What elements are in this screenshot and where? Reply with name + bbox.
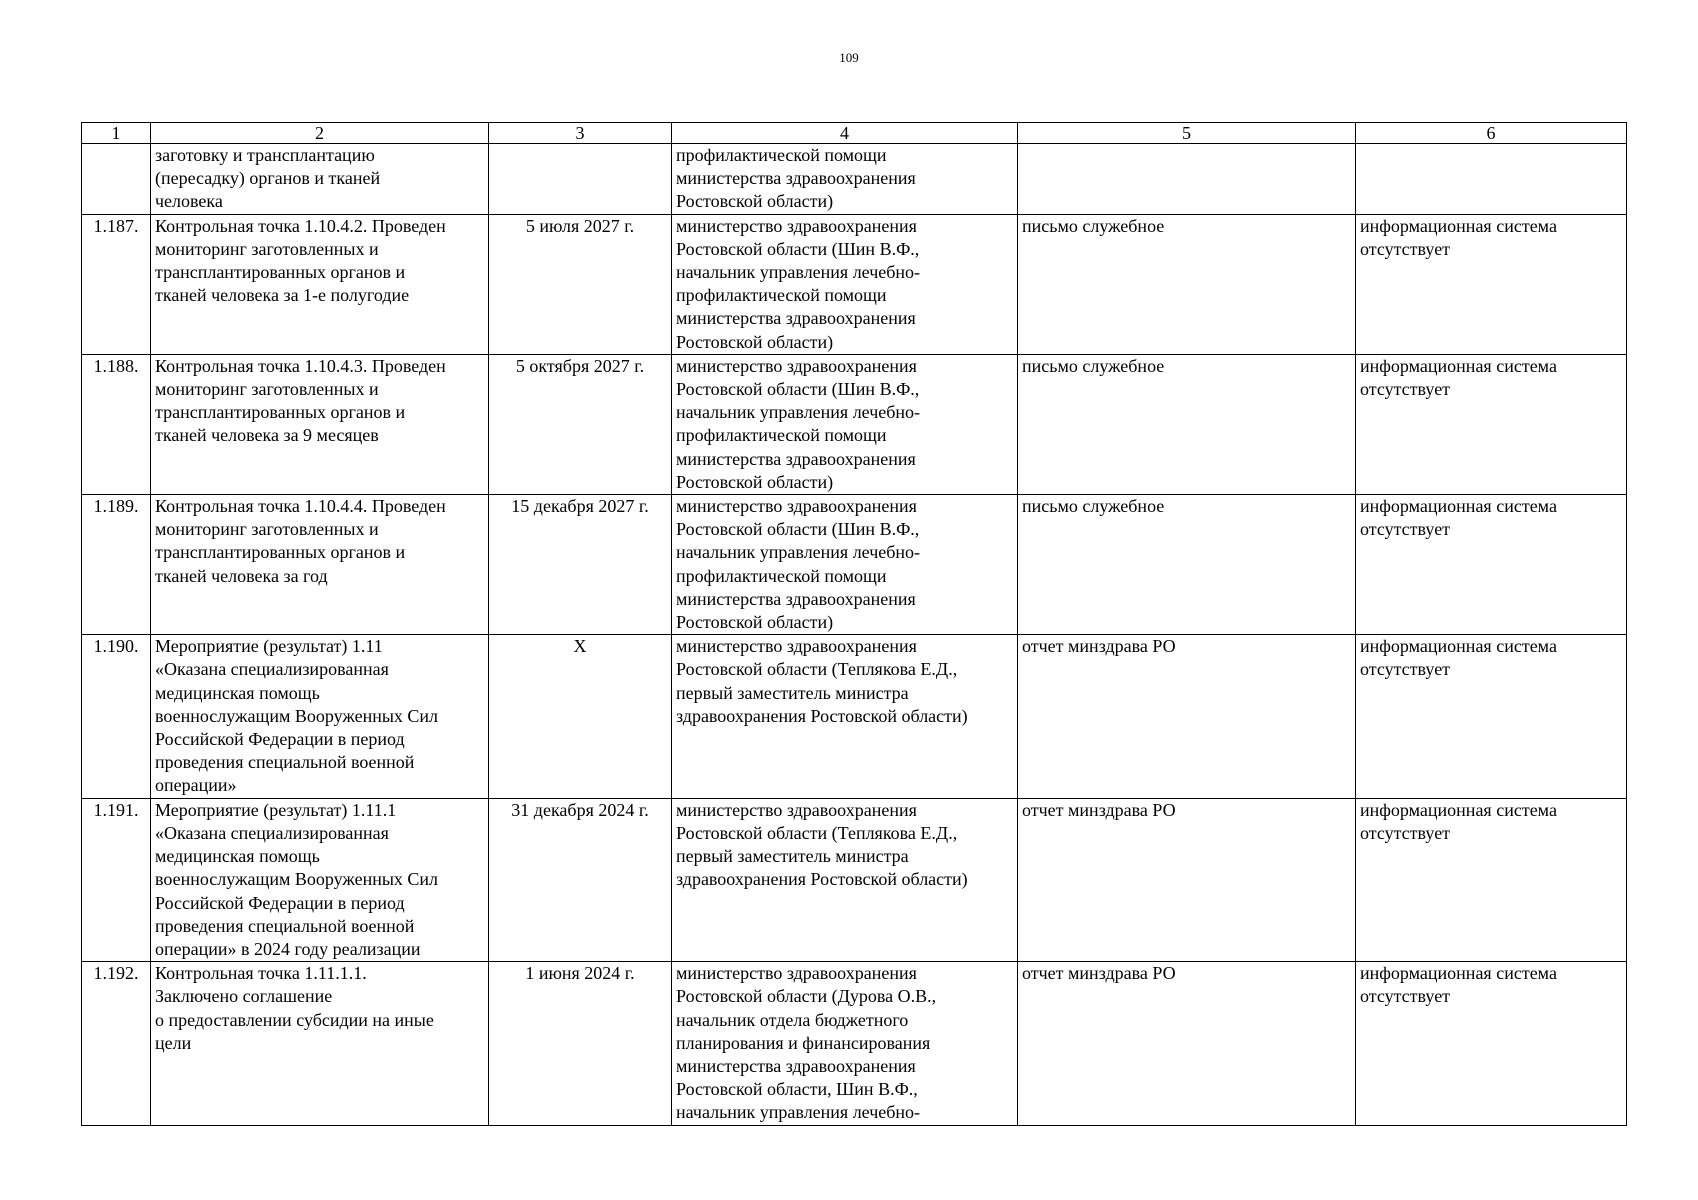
responsible-executor-line: министерства здравоохранения <box>676 448 916 469</box>
responsible-executor-line: начальник отдела бюджетного <box>676 1009 909 1030</box>
responsible-executor-line: министерство здравоохранения <box>676 496 917 517</box>
information-system <box>1356 635 1627 798</box>
information-system-line: информационная система <box>1360 636 1557 657</box>
event-name-line: Мероприятие (результат) 1.11 <box>155 636 383 657</box>
information-system <box>1356 214 1627 354</box>
information-system <box>1356 798 1627 961</box>
event-name-line: трансплантированных органов и <box>155 542 406 563</box>
information-system-line: отсутствует <box>1360 986 1451 1007</box>
information-system-line: отсутствует <box>1360 519 1451 540</box>
responsible-executor-line: профилактической помощи <box>676 145 887 165</box>
responsible-executor <box>672 214 1018 354</box>
event-name-line: мониторинг заготовленных и <box>155 238 379 259</box>
information-system <box>1356 495 1627 635</box>
responsible-executor-line: министерство здравоохранения <box>676 963 917 984</box>
responsible-executor <box>672 962 1018 1125</box>
responsible-executor-line: министерство здравоохранения <box>676 636 917 657</box>
document-type: отчет минздрава РО <box>1018 798 1356 961</box>
event-name-line: (пересадку) органов и тканей <box>155 168 381 189</box>
responsible-executor-line: здравоохранения Ростовской области) <box>676 705 968 726</box>
event-name <box>151 635 489 798</box>
document-type: письмо служебное <box>1018 214 1356 354</box>
responsible-executor <box>672 354 1018 494</box>
due-date: 31 декабря 2024 г. <box>489 798 672 961</box>
due-date: 5 июля 2027 г. <box>489 214 672 354</box>
event-name-line: тканей человека за 1-е полугодие <box>155 285 410 306</box>
information-system <box>1356 962 1627 1125</box>
responsible-executor-line: министерство здравоохранения <box>676 799 917 820</box>
event-name-line: трансплантированных органов и <box>155 262 406 283</box>
information-system-line: отсутствует <box>1360 238 1451 259</box>
event-name-line: Заключено соглашение <box>155 986 333 1007</box>
event-name-line: военнослужащим Вооруженных Сил <box>155 869 439 890</box>
document-type: отчет минздрава РО <box>1018 962 1356 1125</box>
event-name <box>151 495 489 635</box>
responsible-executor-line: начальник управления лечебно- <box>676 262 921 283</box>
responsible-executor-line: Ростовской области) <box>676 191 834 212</box>
information-system-line: информационная система <box>1360 963 1557 984</box>
due-date: Х <box>489 635 672 798</box>
responsible-executor-line: Ростовской области (Шин В.Ф., <box>676 519 920 540</box>
event-name <box>151 962 489 1125</box>
table-row <box>82 495 1627 635</box>
event-name-line: военнослужащим Вооруженных Сил <box>155 705 439 726</box>
event-name-line: Контрольная точка 1.10.4.3. Проведен <box>155 355 446 376</box>
responsible-executor <box>672 798 1018 961</box>
responsible-executor-line: планирования и финансирования <box>676 1032 931 1053</box>
document-type: письмо служебное <box>1018 495 1356 635</box>
event-name-line: мониторинг заготовленных и <box>155 519 379 540</box>
information-system-line: отсутствует <box>1360 822 1451 843</box>
event-name-line: человека <box>155 191 223 212</box>
due-date: 5 октября 2027 г. <box>489 354 672 494</box>
responsible-executor-line: начальник управления лечебно- <box>676 542 921 563</box>
table-row <box>82 962 1627 1125</box>
event-name-line: операции» в 2024 году реализации <box>155 938 421 959</box>
responsible-executor-line: профилактической помощи <box>676 425 887 446</box>
responsible-executor <box>672 635 1018 798</box>
responsible-executor-line: Ростовской области, Шин В.Ф., <box>676 1079 918 1100</box>
event-name-line: Российской Федерации в период <box>155 892 405 913</box>
event-name-line: трансплантированных органов и <box>155 402 406 423</box>
information-system-line: отсутствует <box>1360 659 1451 680</box>
responsible-executor-line: профилактической помощи <box>676 565 887 586</box>
responsible-executor-line: начальник управления лечебно- <box>676 1102 921 1123</box>
event-name-line: тканей человека за 9 месяцев <box>155 425 379 446</box>
event-name-line: Контрольная точка 1.11.1.1. <box>155 963 367 984</box>
column-header: 3 <box>489 123 672 144</box>
information-system <box>1356 144 1627 215</box>
event-name-line: о предоставлении субсидии на иные <box>155 1009 434 1030</box>
responsible-executor <box>672 495 1018 635</box>
responsible-executor-line: начальник управления лечебно- <box>676 402 921 423</box>
information-system-line: информационная система <box>1360 215 1557 236</box>
due-date: 1 июня 2024 г. <box>489 962 672 1125</box>
event-name-line: Контрольная точка 1.10.4.2. Проведен <box>155 215 446 236</box>
event-name-line: операции» <box>155 775 237 796</box>
event-name-line: «Оказана специализированная <box>155 822 389 843</box>
column-header: 6 <box>1356 123 1627 144</box>
event-name-line: проведения специальной военной <box>155 915 415 936</box>
responsible-executor-line: Ростовской области (Шин В.Ф., <box>676 238 920 259</box>
due-date <box>489 144 672 215</box>
information-system-line: отсутствует <box>1360 379 1451 400</box>
information-system-line: информационная система <box>1360 496 1557 517</box>
document-type <box>1018 144 1356 215</box>
responsible-executor-line: Ростовской области (Дурова О.В., <box>676 986 937 1007</box>
responsible-executor-line: Ростовской области (Шин В.Ф., <box>676 379 920 400</box>
event-name-line: мониторинг заготовленных и <box>155 379 379 400</box>
responsible-executor-line: здравоохранения Ростовской области) <box>676 869 968 890</box>
page-number: 109 <box>839 50 859 65</box>
information-system-line: информационная система <box>1360 355 1557 376</box>
event-name-line: медицинская помощь <box>155 682 320 703</box>
row-number: 1.187. <box>82 214 151 354</box>
event-name-line: Контрольная точка 1.10.4.4. Проведен <box>155 496 446 517</box>
row-number: 1.189. <box>82 495 151 635</box>
row-number: 1.192. <box>82 962 151 1125</box>
responsible-executor-line: Ростовской области (Теплякова Е.Д., <box>676 822 958 843</box>
column-number-header-row <box>82 123 1627 144</box>
column-header: 4 <box>672 123 1018 144</box>
responsible-executor-line: Ростовской области) <box>676 471 834 492</box>
responsible-executor-line: министерство здравоохранения <box>676 355 917 376</box>
event-name-line: медицинская помощь <box>155 846 320 867</box>
event-name <box>151 144 489 215</box>
row-number: 1.188. <box>82 354 151 494</box>
column-header: 2 <box>151 123 489 144</box>
responsible-executor-line: первый заместитель министра <box>676 846 909 867</box>
responsible-executor-line: министерство здравоохранения <box>676 215 917 236</box>
table-row <box>82 214 1627 354</box>
responsible-executor-line: Ростовской области) <box>676 331 834 352</box>
event-name-line: Мероприятие (результат) 1.11.1 <box>155 799 397 820</box>
responsible-executor-line: Ростовской области (Теплякова Е.Д., <box>676 659 958 680</box>
responsible-executor-line: министерства здравоохранения <box>676 308 916 329</box>
column-header: 1 <box>82 123 151 144</box>
event-name-line: «Оказана специализированная <box>155 659 389 680</box>
row-number: 1.191. <box>82 798 151 961</box>
event-name <box>151 798 489 961</box>
event-name-line: заготовку и трансплантацию <box>155 145 375 165</box>
table-row <box>82 635 1627 798</box>
document-type: письмо служебное <box>1018 354 1356 494</box>
event-name-line: цели <box>155 1032 192 1053</box>
responsible-executor-line: профилактической помощи <box>676 285 887 306</box>
table-row <box>82 144 1627 215</box>
due-date: 15 декабря 2027 г. <box>489 495 672 635</box>
responsible-executor-line: министерства здравоохранения <box>676 588 916 609</box>
event-name-line: тканей человека за год <box>155 565 328 586</box>
document-table <box>81 122 1627 1126</box>
information-system <box>1356 354 1627 494</box>
row-number <box>82 144 151 215</box>
responsible-executor-line: министерства здравоохранения <box>676 1055 916 1076</box>
table-row <box>82 354 1627 494</box>
document-type: отчет минздрава РО <box>1018 635 1356 798</box>
column-header: 5 <box>1018 123 1356 144</box>
event-name <box>151 354 489 494</box>
responsible-executor-line: первый заместитель министра <box>676 682 909 703</box>
responsible-executor <box>672 144 1018 215</box>
information-system-line: информационная система <box>1360 799 1557 820</box>
table-row <box>82 798 1627 961</box>
event-name <box>151 214 489 354</box>
row-number: 1.190. <box>82 635 151 798</box>
responsible-executor-line: Ростовской области) <box>676 612 834 633</box>
responsible-executor-line: министерства здравоохранения <box>676 168 916 189</box>
event-name-line: проведения специальной военной <box>155 752 415 773</box>
event-name-line: Российской Федерации в период <box>155 729 405 750</box>
